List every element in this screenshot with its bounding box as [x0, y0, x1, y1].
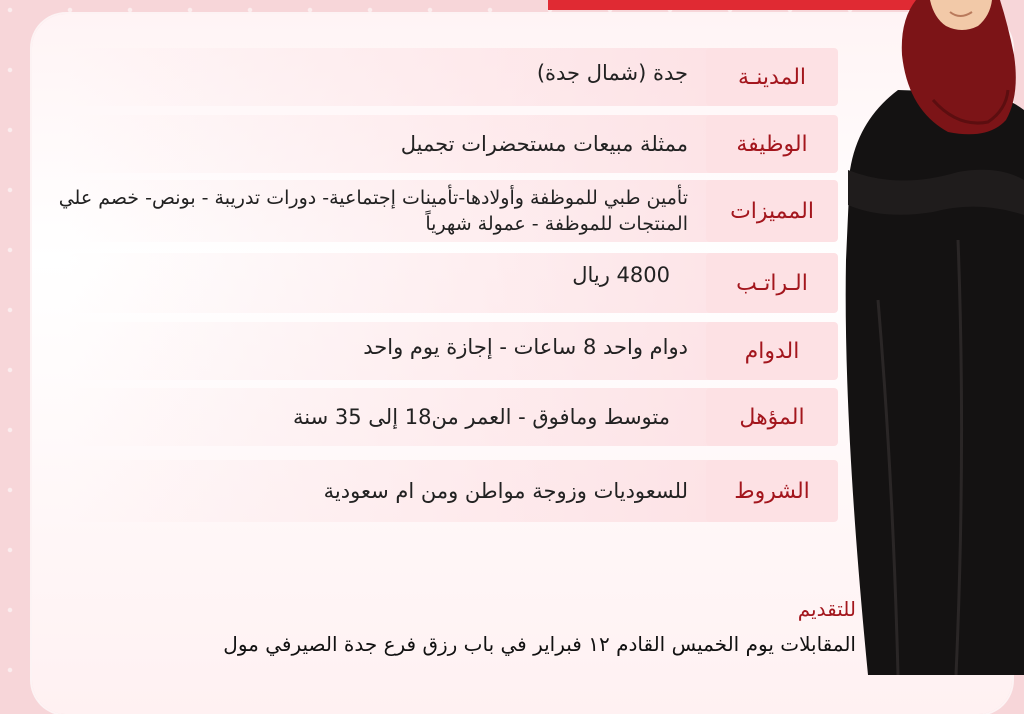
row-label: الـراتـب [706, 253, 838, 313]
row-city [68, 48, 838, 106]
apply-title: للتقديم [797, 597, 856, 621]
row-label: الشروط [706, 460, 838, 522]
row-value: للسعوديات وزوجة مواطن ومن ام سعودية [323, 479, 688, 503]
row-label: المميزات [706, 180, 838, 242]
row-value: متوسط ومافوق - العمر من18 إلى 35 سنة [293, 405, 670, 429]
row-label: المدينـة [706, 48, 838, 106]
row-qualification [68, 388, 838, 446]
row-value: جدة (شمال جدة) [536, 61, 688, 85]
row-job [68, 115, 838, 173]
row-label: الدوام [706, 322, 838, 380]
woman-illustration [838, 0, 1024, 675]
row-label: المؤهل [706, 388, 838, 446]
row-value: تأمين طبي للموظفة وأولادها-تأمينات إجتماعية- دورات تدريبة - بونص- خصم علي المنتجات للموظفة - عمولة شهرياً [58, 187, 688, 235]
row-conditions [68, 460, 838, 522]
row-value: دوام واحد 8 ساعات - إجازة يوم واحد [363, 335, 688, 359]
row-hours [68, 322, 838, 380]
row-label: الوظيفة [706, 115, 838, 173]
row-value: 4800 ريال [572, 263, 670, 287]
row-value: ممثلة مبيعات مستحضرات تجميل [400, 132, 688, 156]
row-salary [68, 253, 838, 313]
apply-text: المقابلات يوم الخميس القادم ١٢ فبراير في باب رزق فرع جدة الصيرفي مول [223, 632, 856, 656]
row-benefits [58, 180, 838, 242]
